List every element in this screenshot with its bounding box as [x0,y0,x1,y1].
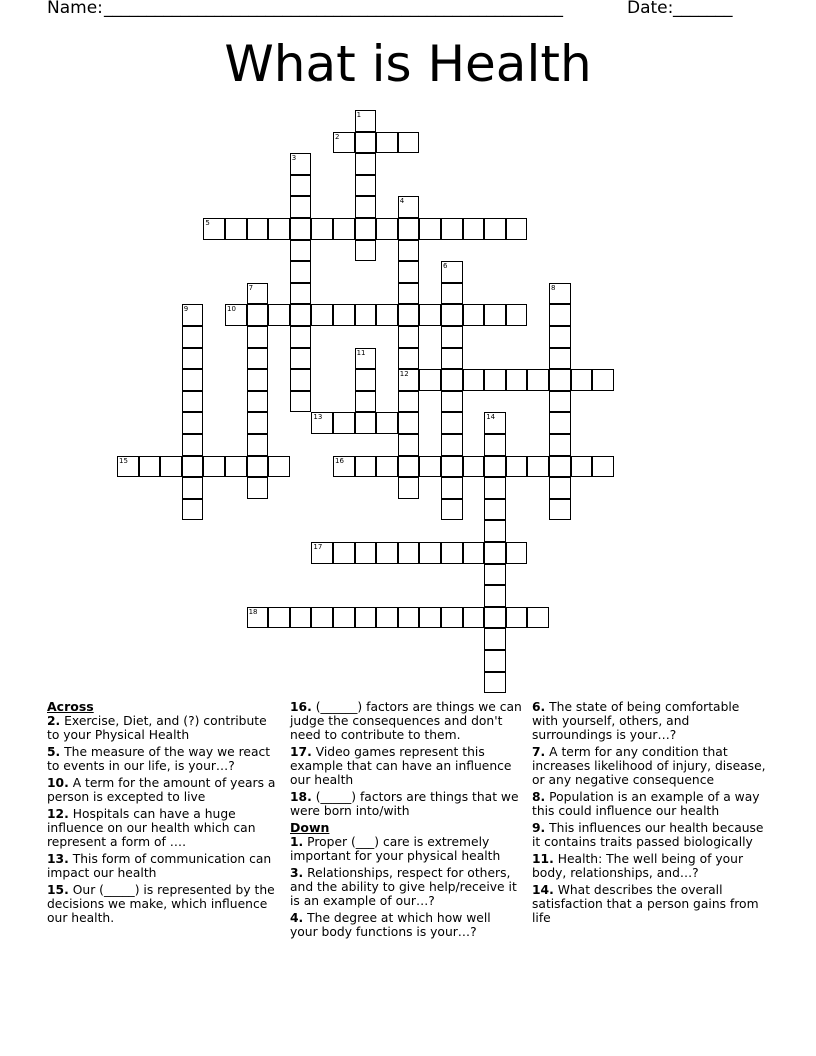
clues-column-2 [290,700,522,942]
clue-item [47,883,279,925]
grid-cell[interactable] [355,456,377,478]
grid-cell[interactable] [247,477,269,499]
grid-cell[interactable] [398,132,420,154]
grid-cell[interactable] [441,348,463,370]
grid-cell[interactable] [398,607,420,629]
grid-cell[interactable] [311,542,333,564]
grid-cell[interactable] [549,369,571,391]
clue-number-label: 2. [47,714,61,728]
grid-cell[interactable] [117,456,139,478]
clue-number-label: 18. [290,790,312,804]
grid-cell[interactable] [290,607,312,629]
grid-cell[interactable] [333,456,355,478]
grid-cell[interactable] [419,456,441,478]
grid-cell[interactable] [203,456,225,478]
clue-number: 10 [227,305,236,314]
grid-cell[interactable] [182,348,204,370]
grid-cell[interactable] [398,391,420,413]
grid-cell[interactable] [355,132,377,154]
grid-cell[interactable] [441,326,463,348]
grid-cell[interactable] [484,218,506,240]
grid-cell[interactable] [376,218,398,240]
clue-number-label: 12. [47,807,69,821]
grid-cell[interactable] [268,607,290,629]
grid-cell[interactable] [484,477,506,499]
grid-cell[interactable] [506,369,528,391]
grid-cell[interactable] [506,456,528,478]
clue-number-label: 15. [47,883,69,897]
grid-cell[interactable] [484,434,506,456]
grid-cell[interactable] [592,456,614,478]
clue-number: 1 [356,111,362,119]
grid-cell[interactable] [441,477,463,499]
grid-cell[interactable] [441,456,463,478]
clue-item [47,714,279,742]
grid-cell[interactable] [441,304,463,326]
name-label: Name: [47,0,103,18]
clue-item [290,700,522,742]
grid-cell[interactable] [333,304,355,326]
grid-cell[interactable] [355,196,377,218]
grid-cell[interactable] [398,412,420,434]
grid-cell[interactable] [463,607,485,629]
grid-cell[interactable] [182,369,204,391]
clue-text: The measure of the way we react to events in our life, is your…? [47,745,271,773]
clue-number: 8 [551,283,556,292]
grid-cell[interactable] [311,304,333,326]
clue-number-label: 8. [532,790,546,804]
clue-number: 15 [119,456,128,465]
grid-cell[interactable] [419,218,441,240]
grid-cell[interactable] [398,283,420,305]
grid-cell[interactable] [549,326,571,348]
grid-cell[interactable] [441,412,463,434]
clue-number: 12 [399,370,409,379]
down-heading: Down [290,820,330,835]
grid-cell[interactable] [355,391,377,413]
clue-number: 16 [335,456,344,465]
clue-number-label: 16. [290,700,312,714]
grid-cell[interactable] [311,607,333,629]
grid-cell[interactable] [506,218,528,240]
clue-item [290,866,522,908]
clue-text: Hospitals can have a huge influence on our health which can represent a form of …. [47,807,256,849]
clue-item [532,790,768,818]
grid-cell[interactable] [182,499,204,521]
clue-number: 18 [248,607,258,616]
grid-cell[interactable] [527,456,549,478]
clue-item [47,852,279,880]
grid-cell[interactable] [527,607,549,629]
grid-cell[interactable] [398,456,420,478]
clue-number-label: 4. [290,911,304,925]
clue-number-label: 9. [532,821,546,835]
grid-cell[interactable] [527,369,549,391]
clue-number-label: 6. [532,700,546,714]
grid-cell[interactable] [549,456,571,478]
grid-cell[interactable] [549,391,571,413]
clue-text: Health: The well being of your body, relationships, and…? [532,852,744,880]
grid-cell[interactable] [290,326,312,348]
grid-cell[interactable] [290,153,312,175]
grid-cell[interactable] [484,304,506,326]
grid-cell[interactable] [290,283,312,305]
clue-item [290,790,522,818]
clue-text: Proper (___) care is extremely important for your physical health [290,835,501,863]
clue-text: A term for the amount of years a person is excepted to live [47,776,276,804]
clue-item [47,745,279,773]
clue-number-label: 11. [532,852,554,866]
clue-text: Our (_____) is represented by the decisions we make, which influence our health. [47,883,275,925]
grid-cell[interactable] [484,412,506,434]
grid-cell[interactable] [268,456,290,478]
clue-number: 5 [205,219,210,227]
grid-cell[interactable] [484,520,506,542]
grid-cell[interactable] [571,456,593,478]
grid-cell[interactable] [182,456,204,478]
clue-number-label: 17. [290,745,312,759]
grid-cell[interactable] [398,434,420,456]
clues-column-1 [47,700,279,928]
grid-cell[interactable] [160,456,182,478]
grid-cell[interactable] [247,369,269,391]
clue-number: 11 [356,348,366,357]
grid-cell[interactable] [355,240,377,262]
clue-number: 7 [248,283,254,292]
grid-cell[interactable] [355,153,377,175]
grid-cell[interactable] [290,240,312,262]
grid-cell[interactable] [484,672,506,694]
grid-cell[interactable] [506,542,528,564]
grid-cell[interactable] [333,132,355,154]
grid-cell[interactable] [376,304,398,326]
clue-text: Relationships, respect for others, and the ability to give help/receive it is an example of our…? [290,866,517,908]
grid-cell[interactable] [441,369,463,391]
grid-cell[interactable] [268,218,290,240]
grid-cell[interactable] [441,542,463,564]
clue-number: 9 [183,305,189,314]
grid-cell[interactable] [441,283,463,305]
grid-cell[interactable] [463,218,485,240]
grid-cell[interactable] [376,607,398,629]
grid-cell[interactable] [182,391,204,413]
grid-cell[interactable] [290,391,312,413]
grid-cell[interactable] [484,369,506,391]
grid-cell[interactable] [549,477,571,499]
grid-cell[interactable] [571,369,593,391]
clue-number-label: 10. [47,776,69,790]
clue-number: 6 [443,262,448,271]
clue-item [290,745,522,787]
clue-number-label: 7. [532,745,546,759]
grid-cell[interactable] [441,218,463,240]
grid-cell[interactable] [484,456,506,478]
grid-cell[interactable] [441,499,463,521]
grid-cell[interactable] [203,218,225,240]
clue-text: (______) factors are things we can judge the consequences and don't need to contribute to them. [290,700,522,742]
grid-cell[interactable] [398,196,420,218]
grid-cell[interactable] [355,607,377,629]
grid-cell[interactable] [247,412,269,434]
grid-cell[interactable] [268,304,290,326]
grid-cell[interactable] [355,218,377,240]
grid-cell[interactable] [463,304,485,326]
grid-cell[interactable] [247,391,269,413]
grid-cell[interactable] [484,628,506,650]
clue-item [532,745,768,787]
grid-cell[interactable] [484,607,506,629]
grid-cell[interactable] [506,304,528,326]
grid-cell[interactable] [592,369,614,391]
grid-cell[interactable] [549,304,571,326]
clue-item [532,852,768,880]
grid-cell[interactable] [506,607,528,629]
clue-number: 13 [313,413,323,422]
grid-cell[interactable] [376,412,398,434]
grid-cell[interactable] [398,261,420,283]
grid-cell[interactable] [549,434,571,456]
grid-cell[interactable] [333,607,355,629]
grid-cell[interactable] [484,564,506,586]
clue-text: The state of being comfortable with yourself, others, and surroundings is your…? [532,700,740,742]
grid-cell[interactable] [182,326,204,348]
clue-item [47,807,279,849]
grid-cell[interactable] [355,304,377,326]
grid-cell[interactable] [247,283,269,305]
grid-cell[interactable] [225,456,247,478]
grid-cell[interactable] [290,348,312,370]
clue-text: What describes the overall satisfaction that a person gains from life [532,883,759,925]
grid-cell[interactable] [398,542,420,564]
clue-item [532,700,768,742]
grid-cell[interactable] [247,456,269,478]
grid-cell[interactable] [398,304,420,326]
grid-cell[interactable] [484,542,506,564]
grid-cell[interactable] [463,542,485,564]
grid-cell[interactable] [182,477,204,499]
date-line[interactable]: _______ [673,0,733,18]
grid-cell[interactable] [290,369,312,391]
clue-text: A term for any condition that increases likelihood of injury, disease, or any negative consequence [532,745,766,787]
grid-cell[interactable] [290,218,312,240]
grid-cell[interactable] [419,369,441,391]
grid-cell[interactable] [247,348,269,370]
grid-cell[interactable] [398,326,420,348]
clue-item [532,883,768,925]
grid-cell[interactable] [290,304,312,326]
grid-cell[interactable] [290,175,312,197]
clue-text: Exercise, Diet, and (?) contribute to your Physical Health [47,714,267,742]
across-heading: Across [47,699,94,714]
grid-cell[interactable] [484,499,506,521]
clue-text: (_____) factors are things that we were born into/with [290,790,519,818]
date-label: Date: [627,0,674,18]
grid-cell[interactable] [139,456,161,478]
grid-cell[interactable] [355,542,377,564]
clue-number-label: 14. [532,883,554,897]
grid-cell[interactable] [290,261,312,283]
clue-text: The degree at which how well your body functions is your…? [290,911,491,939]
grid-cell[interactable] [225,218,247,240]
grid-cell[interactable] [549,348,571,370]
grid-cell[interactable] [484,650,506,672]
grid-cell[interactable] [549,412,571,434]
grid-cell[interactable] [441,607,463,629]
name-line[interactable]: ______________________________________________________ [104,0,563,18]
grid-cell[interactable] [247,304,269,326]
grid-cell[interactable] [376,456,398,478]
clue-item [532,821,768,849]
grid-cell[interactable] [398,218,420,240]
grid-cell[interactable] [376,542,398,564]
clue-text: Video games represent this example that can have an influence our health [290,745,512,787]
clue-number-label: 13. [47,852,69,866]
grid-cell[interactable] [311,218,333,240]
grid-cell[interactable] [463,369,485,391]
clue-number: 14 [486,413,496,422]
grid-cell[interactable] [355,175,377,197]
grid-cell[interactable] [376,132,398,154]
grid-cell[interactable] [549,499,571,521]
grid-cell[interactable] [355,110,377,132]
clue-number: 17 [313,543,323,551]
grid-cell[interactable] [182,304,204,326]
grid-cell[interactable] [484,585,506,607]
grid-cell[interactable] [441,261,463,283]
grid-cell[interactable] [419,304,441,326]
grid-cell[interactable] [441,391,463,413]
grid-cell[interactable] [247,326,269,348]
page-title: What is Health [224,35,592,93]
grid-cell[interactable] [182,434,204,456]
clue-item [290,911,522,939]
grid-cell[interactable] [398,369,420,391]
grid-cell[interactable] [398,348,420,370]
grid-cell[interactable] [419,607,441,629]
clue-text: This influences our health because it contains traits passed biologically [532,821,764,849]
clue-number: 2 [335,132,340,141]
grid-cell[interactable] [419,542,441,564]
grid-cell[interactable] [398,477,420,499]
grid-cell[interactable] [441,434,463,456]
grid-cell[interactable] [182,412,204,434]
grid-cell[interactable] [355,412,377,434]
clue-item [47,776,279,804]
clues-column-3 [532,700,768,928]
clue-text: Population is an example of a way this could influence our health [532,790,760,818]
clue-number-label: 5. [47,745,61,759]
clue-text: This form of communication can impact our health [47,852,272,880]
clue-number-label: 3. [290,866,304,880]
grid-cell[interactable] [290,196,312,218]
grid-cell[interactable] [225,304,247,326]
clue-number: 4 [399,197,405,206]
grid-cell[interactable] [247,434,269,456]
grid-cell[interactable] [355,348,377,370]
grid-cell[interactable] [463,456,485,478]
grid-cell[interactable] [398,240,420,262]
clue-number-label: 1. [290,835,304,849]
grid-cell[interactable] [333,412,355,434]
grid-cell[interactable] [355,369,377,391]
grid-cell[interactable] [333,218,355,240]
grid-cell[interactable] [549,283,571,305]
clue-item [290,835,522,863]
clue-number: 3 [291,154,297,163]
grid-cell[interactable] [247,218,269,240]
grid-cell[interactable] [333,542,355,564]
grid-cell[interactable] [311,412,333,434]
grid-cell[interactable] [247,607,269,629]
